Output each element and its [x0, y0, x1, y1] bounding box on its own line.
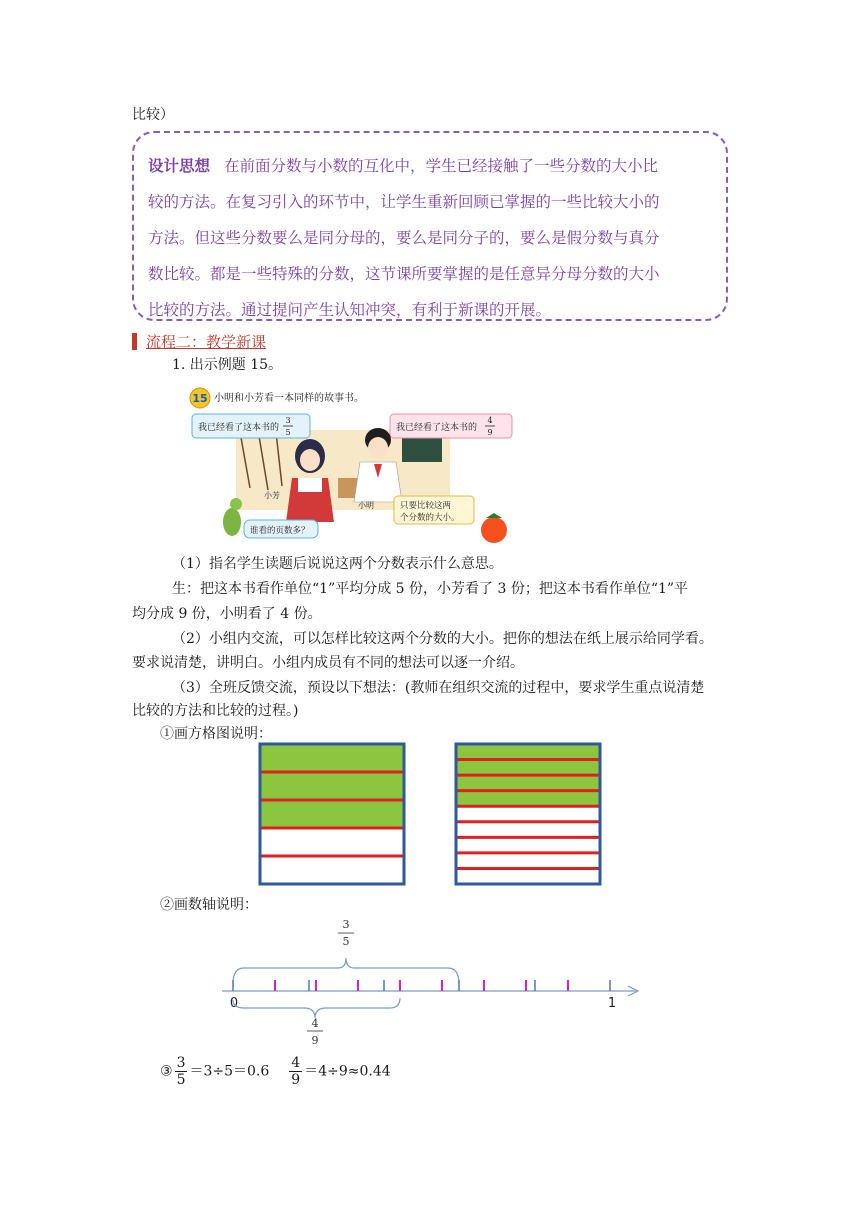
method-3-marker: ③	[160, 1063, 173, 1080]
question-text: 谁看的页数多？	[250, 526, 310, 536]
fraction-three-fifths: $\frac{3}{5}$	[176, 1055, 186, 1088]
example-illustration	[188, 382, 520, 550]
grid-models-diagram	[254, 740, 610, 888]
example-caption: 小明和小芳看一本同样的故事书。	[214, 393, 364, 404]
design-line-2: 较的方法。在复习引入的环节中，让学生重新回顾已掌握的一些比较大小的	[148, 193, 660, 211]
grid-model-2	[456, 744, 600, 884]
grid-model-1	[260, 744, 404, 884]
bubble-right-text: 我已经看了这本书的	[396, 423, 478, 433]
design-line-4: 数比较。都是一些特殊的分数，这节课所要掌握的是任意异分母分数的大小	[148, 265, 660, 283]
top-fraction-den: 5	[342, 935, 350, 948]
design-idea-text	[148, 148, 718, 328]
bubble-left-num: 3	[285, 416, 291, 425]
bottom-fraction-den: 9	[311, 1034, 319, 1047]
section-marker	[132, 333, 137, 350]
method-3-line	[160, 1055, 391, 1088]
bubble-right-num: 4	[487, 416, 493, 425]
paragraph-1: （1）指名学生读题后说说这两个分数表示什么意思。	[172, 556, 503, 572]
method-2-label: ②画数轴说明：	[160, 897, 258, 913]
paragraph-2b: 均分成 9 份，小明看了 4 份。	[132, 606, 322, 622]
fraction-four-ninths: $\frac{4}{9}$	[291, 1055, 301, 1088]
bubble-right-den: 9	[487, 428, 493, 437]
axis-end-label: 1	[607, 996, 617, 1011]
design-line-1: 在前面分数与小数的互化中，学生已经接触了一些分数的大小比	[224, 157, 659, 175]
girl-name: 小芳	[264, 491, 280, 500]
bubble-left-den: 5	[285, 428, 291, 437]
example-number: 15	[192, 392, 208, 405]
bottom-brace	[233, 998, 400, 1018]
number-line-diagram	[214, 914, 654, 1048]
hint-line-1: 只要比较这两	[400, 501, 452, 511]
top-brace	[233, 958, 459, 984]
shaded-region	[260, 744, 404, 828]
axis-start-label: 0	[229, 996, 239, 1011]
bubble-left-text: 我已经看了这本书的	[198, 423, 280, 433]
paragraph-2a: 生：把这本书看作单位“1”平均分成 5 份，小芳看了 3 份；把这本书看作单位“1”平	[172, 581, 689, 597]
design-idea-label: 设计思想	[148, 157, 211, 175]
magenta-ticks	[275, 980, 568, 991]
continued-text: 比较）	[132, 107, 174, 123]
paragraph-4b: 比较的方法和比较的过程。)	[132, 703, 299, 719]
bottom-fraction-num: 4	[311, 1017, 319, 1030]
boy-name: 小明	[358, 501, 374, 510]
method-3-expr-1: ＝3÷5＝0.6	[189, 1063, 270, 1080]
blue-ticks	[233, 980, 610, 991]
section-title: 流程二：教学新课	[146, 333, 267, 351]
design-line-5: 比较的方法。通过提问产生认知冲突，有利于新课的开展。	[148, 301, 552, 319]
top-fraction-num: 3	[342, 918, 350, 931]
paragraph-3b: 要求说清楚，讲明白。小组内成员有不同的想法可以逐一介绍。	[132, 655, 524, 671]
item-1: 1. 出示例题 15。	[172, 357, 283, 373]
paragraph-3a: （2）小组内交流，可以怎样比较这两个分数的大小。把你的想法在纸上展示给同学看。	[172, 631, 713, 647]
paragraph-4a: （3）全班反馈交流，预设以下想法：(教师在组织交流的过程中，要求学生重点说清楚	[172, 680, 705, 696]
design-line-3: 方法。但这些分数要么是同分母的，要么是同分子的，要么是假分数与真分	[148, 229, 660, 247]
method-1-label: ①画方格图说明：	[160, 726, 272, 742]
hint-line-2: 个分数的大小。	[400, 513, 460, 523]
method-3-expr-2: ＝4÷9≈0.44	[304, 1063, 391, 1080]
